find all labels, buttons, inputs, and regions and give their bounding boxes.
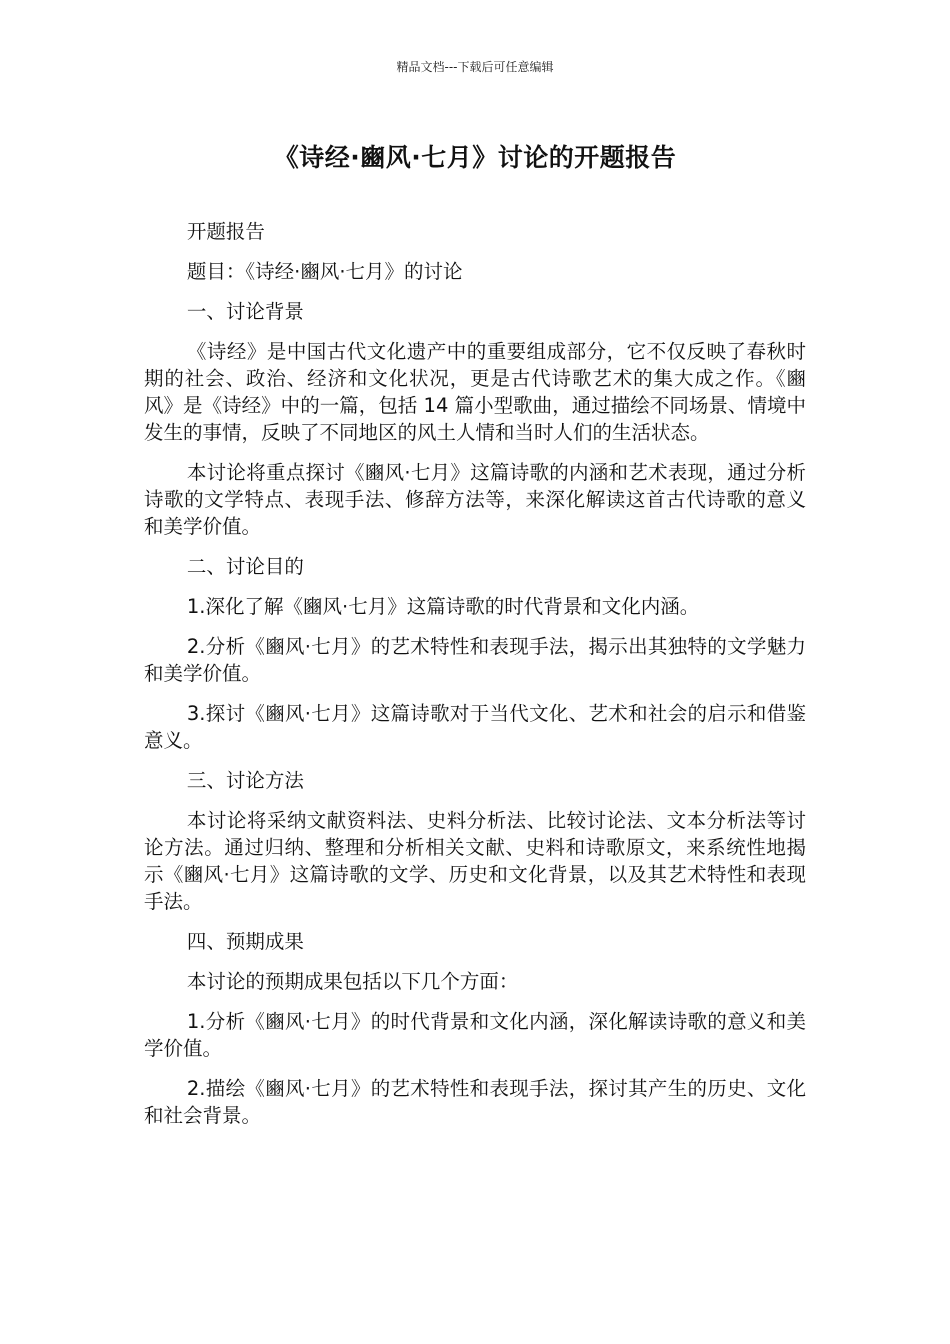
list-item-outcome-1: 1.分析《豳风·七月》的时代背景和文化内涵，深化解读诗歌的意义和美学价值。 (144, 1010, 806, 1060)
paragraph-report-label: 开题报告 (186, 220, 265, 243)
document-title: 《诗经·豳风·七月》讨论的开题报告 (273, 143, 677, 172)
document-body (144, 218, 806, 1142)
section-heading-outcomes: 四、预期成果 (186, 930, 304, 953)
page-header-note: 精品文档---下载后可任意编辑 (396, 60, 554, 74)
section-heading-methods: 三、讨论方法 (186, 769, 304, 792)
paragraph-background-2: 本讨论将重点探讨《豳风·七月》这篇诗歌的内涵和艺术表现，通过分析诗歌的文学特点、表现手法、修辞方法等，来深化解读这首古代诗歌的意义和美学价值。 (144, 461, 806, 538)
list-item-purpose-2: 2.分析《豳风·七月》的艺术特性和表现手法，揭示出其独特的文学魅力和美学价值。 (144, 635, 806, 685)
paragraph-methods: 本讨论将采纳文献资料法、史料分析法、比较讨论法、文本分析法等讨论方法。通过归纳、整理和分析相关文献、史料和诗歌原文，来系统性地揭示《豳风·七月》这篇诗歌的文学、历史和文化背景，以及其艺术特性和表现手法。 (144, 809, 806, 913)
paragraph-topic: 题目：《诗经·豳风·七月》的讨论 (186, 260, 463, 283)
list-item-outcome-2: 2.描绘《豳风·七月》的艺术特性和表现手法，探讨其产生的历史、文化和社会背景。 (144, 1077, 806, 1127)
paragraph-outcomes-intro: 本讨论的预期成果包括以下几个方面： (186, 970, 519, 993)
section-heading-background: 一、讨论背景 (186, 300, 304, 323)
section-heading-purpose: 二、讨论目的 (186, 555, 304, 578)
paragraph-background-1: 《诗经》是中国古代文化遗产中的重要组成部分，它不仅反映了春秋时期的社会、政治、经济和文化状况，更是古代诗歌艺术的集大成之作。《豳风》是《诗经》中的一篇，包括 14 篇小型歌曲，通过描绘不同场景、情境中发生的事情，反映了不同地区的风土人情和当时人们的生活状态。 (144, 340, 806, 444)
list-item-purpose-1: 1.深化了解《豳风·七月》这篇诗歌的时代背景和文化内涵。 (186, 595, 700, 618)
list-item-purpose-3: 3.探讨《豳风·七月》这篇诗歌对于当代文化、艺术和社会的启示和借鉴意义。 (144, 702, 806, 752)
